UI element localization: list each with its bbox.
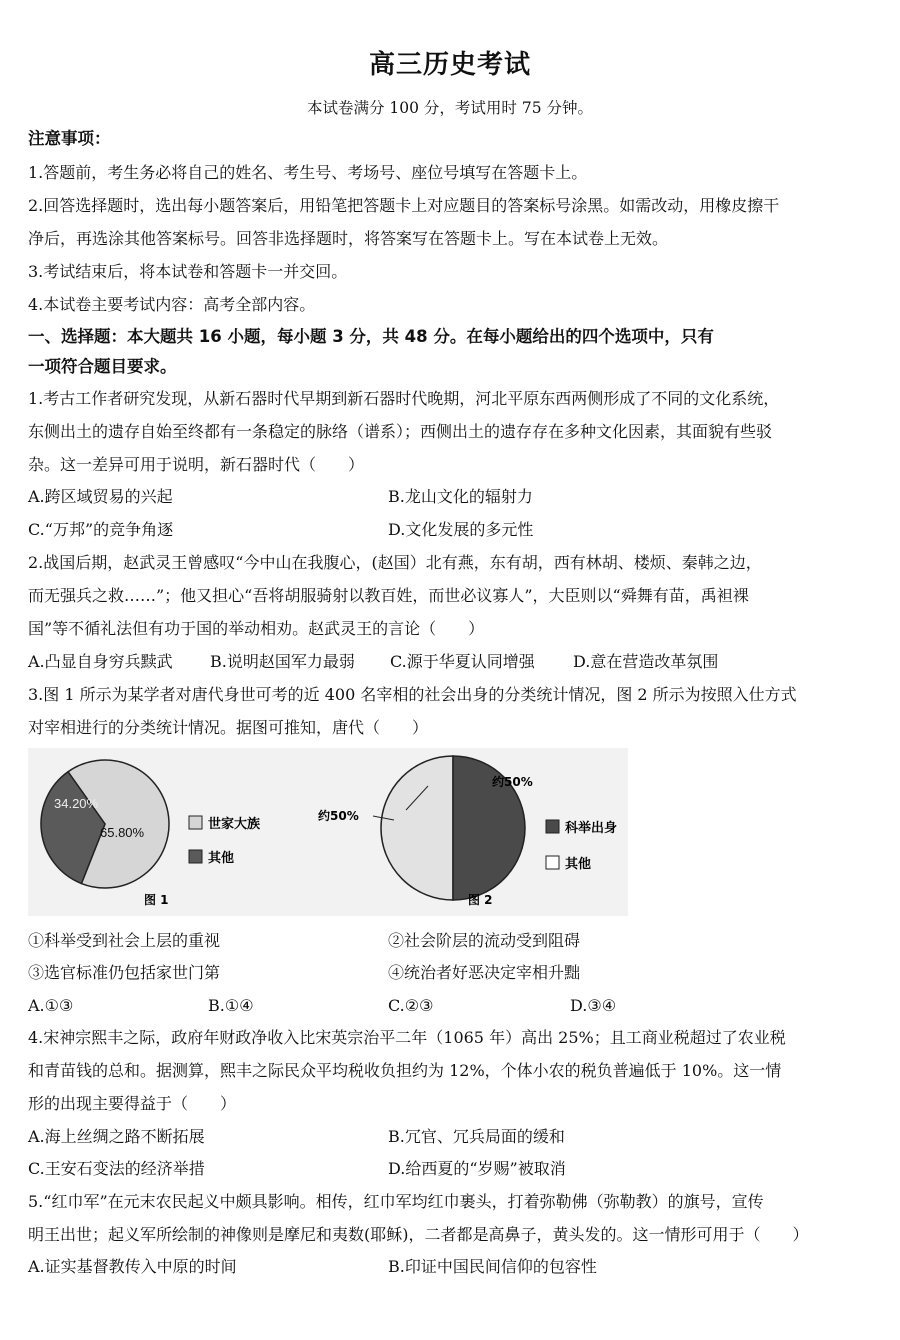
option-b[interactable]: B.冗官、冗兵局面的缓和: [388, 1127, 565, 1146]
pie-label-keju: 约50%: [492, 775, 533, 789]
question-4-text: 4.宋神宗熙丰之际，政府年财政净收入比宋英宗治平二年（1065 年）高出 25%；且工商业税超过了农业税: [28, 1028, 786, 1047]
option-b[interactable]: B.龙山文化的辐射力: [388, 487, 533, 506]
legend-label-shijia: 世家大族: [208, 817, 261, 832]
figure-1-caption: 图 1: [144, 893, 169, 907]
notice-item: 1.答题前，考生务必将自己的姓名、考生号、考场号、座位号填写在答题卡上。: [28, 163, 588, 182]
question-1-text: 杂。这一差异可用于说明，新石器时代（ ）: [28, 455, 365, 474]
option-c[interactable]: C.“万邦”的竞争角逐: [28, 520, 174, 539]
legend-label-other: 其他: [565, 857, 592, 872]
statement-1: ①科举受到社会上层的重视: [28, 931, 221, 950]
statement-3: ③选官标准仍包括家世门第: [28, 963, 221, 982]
legend-swatch-other: [189, 850, 202, 863]
question-2-text: 而无强兵之救……”；他又担心“吾将胡服骑射以教百姓，而世必议寡人”，大臣则以“舜舞有苗，禹袒裸: [28, 586, 749, 605]
legend-swatch-shijia: [189, 816, 202, 829]
question-2-text: 国”等不循礼法但有功于国的举动相劝。赵武灵王的言论（ ）: [28, 619, 485, 638]
notice-item: 2.回答选择题时，选出每小题答案后，用铅笔把答题卡上对应题目的答案标号涂黑。如需改动，用橡皮擦干: [28, 196, 780, 215]
notice-item: 4.本试卷主要考试内容：高考全部内容。: [28, 295, 316, 314]
option-b[interactable]: B.印证中国民间信仰的包容性: [388, 1257, 597, 1276]
option-d[interactable]: D.给西夏的“岁赐”被取消: [388, 1159, 566, 1178]
figure-2-caption: 图 2: [468, 893, 493, 907]
pie-slice-other: [381, 756, 453, 900]
notice-item: 净后，再选涂其他答案标号。回答非选择题时，将答案写在答题卡上。写在本试卷上无效。: [28, 229, 669, 248]
option-c[interactable]: C.王安石变法的经济举措: [28, 1159, 205, 1178]
legend-label-keju: 科举出身: [565, 821, 618, 836]
pie-label-minor: 34.20%: [54, 796, 99, 811]
option-a[interactable]: A.凸显自身穷兵黩武: [28, 652, 173, 671]
question-5-text: 明王出世；起义军所绘制的神像则是摩尼和夷数(耶稣)，二者都是高鼻子，黄头发的。这一情形可用于（ ）: [28, 1225, 809, 1244]
pie-label-other: 约50%: [318, 809, 359, 823]
statement-4: ④统治者好恶决定宰相升黜: [388, 963, 581, 982]
question-4-text: 形的出现主要得益于（ ）: [28, 1094, 237, 1113]
option-a[interactable]: A.证实基督教传入中原的时间: [28, 1257, 237, 1276]
legend-swatch-keju: [546, 820, 559, 833]
question-2-text: 2.战国后期，赵武灵王曾感叹“今中山在我腹心，(赵国）北有燕，东有胡，西有林胡、楼烦、秦韩之边，: [28, 553, 762, 572]
notice-heading: 注意事项：: [28, 129, 111, 148]
legend-swatch-other: [546, 856, 559, 869]
option-c[interactable]: C.源于华夏认同增强: [390, 652, 535, 671]
option-a[interactable]: A.海上丝绸之路不断拓展: [28, 1127, 205, 1146]
legend-label-other: 其他: [208, 851, 235, 866]
option-d[interactable]: D.文化发展的多元性: [388, 520, 534, 539]
exam-subtitle: 本试卷满分 100 分，考试用时 75 分钟。: [306, 99, 594, 117]
option-a[interactable]: A.跨区域贸易的兴起: [28, 487, 173, 506]
option-d[interactable]: D.③④: [570, 996, 617, 1015]
section-heading: 一项符合题目要求。: [28, 357, 177, 376]
question-3-text: 对宰相进行的分类统计情况。据图可推知，唐代（ ）: [28, 718, 429, 737]
question-1-text: 东侧出土的遗存自始至终都有一条稳定的脉络（谱系）；西侧出土的遗存存在多种文化因素，其面貌有些驳: [28, 422, 773, 441]
exam-title: 高三历史考试: [368, 50, 531, 80]
pie-label-major: 65.80%: [100, 825, 145, 840]
option-b[interactable]: B.说明赵国军力最弱: [210, 652, 355, 671]
question-5-text: 5.“红巾军”在元末农民起义中颇具影响。相传，红巾军均红巾裹头，打着弥勒佛（弥勒教）的旗号，宣传: [28, 1192, 764, 1211]
question-4-text: 和青苗钱的总和。据测算，熙丰之际民众平均税收负担约为 12%，个体小农的税负普遍低于 10%。这一情: [28, 1061, 782, 1080]
section-heading: 一、选择题：本大题共 16 小题，每小题 3 分，共 48 分。在每小题给出的四个选项中，只有: [28, 327, 714, 346]
question-3-text: 3.图 1 所示为某学者对唐代身世可考的近 400 名宰相的社会出身的分类统计情况，图 2 所示为按照入仕方式: [28, 685, 797, 704]
pie-chart-2: [318, 756, 617, 907]
statement-2: ②社会阶层的流动受到阻碍: [388, 931, 581, 950]
option-d[interactable]: D.意在营造改革氛围: [573, 652, 719, 671]
notice-item: 3.考试结束后，将本试卷和答题卡一并交回。: [28, 262, 348, 281]
pie-charts-figure: [28, 748, 628, 916]
option-c[interactable]: C.②③: [388, 996, 434, 1015]
option-a[interactable]: A.①③: [28, 996, 74, 1015]
option-b[interactable]: B.①④: [208, 996, 254, 1015]
question-1-text: 1.考古工作者研究发现，从新石器时代早期到新石器时代晚期，河北平原东西两侧形成了不同的文化系统，: [28, 389, 780, 408]
pie-chart-1: [41, 760, 260, 907]
